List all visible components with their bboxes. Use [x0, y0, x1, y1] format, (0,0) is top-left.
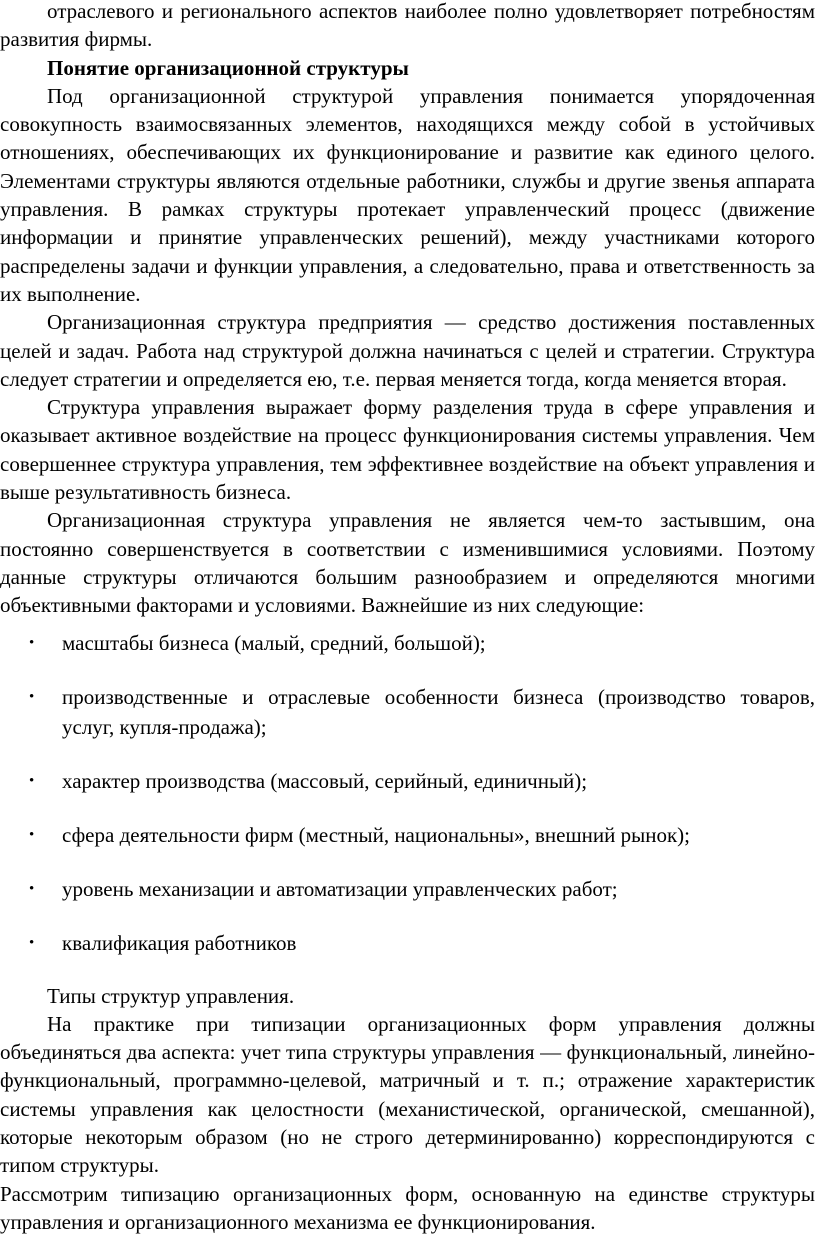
paragraph-typification: На практике при типизации организационных форм управления должны объединяться два аспекта: учет типа структуры управления — функциональный, линейно-функциональный, программно-целевой, матричный и т. п.; отражение характеристик системы управления как целостности (механистической, органической, смешанной), которые некоторым образом (но не строго детерминированно) корреспондируются с типом структуры. [0, 1011, 815, 1178]
section-heading: Понятие организационной структуры [47, 55, 409, 80]
list-item-text: сфера деятельности фирм (местный, национальны», внешний рынок); [62, 822, 690, 847]
paragraph-definition: Под организационной структурой управления понимается упорядоченная совокупность взаимосвязанных элементов, находящихся между собой в устойчивых отношениях, обеспечивающих их функционирование и развитие как единого целого. Элементами структуры являются отдельные работники, службы и другие звенья аппарата управления. В рамках структуры протекает управленческий процесс (движение информации и принятие управленческих решений), между участниками которого распределены задачи и функции управления, а следовательно, права и ответственность за их выполнение. [0, 83, 815, 306]
list-item [0, 928, 815, 958]
list-item-text: масштабы бизнеса (малый, средний, большой); [62, 630, 486, 655]
bullet-icon: • [29, 634, 35, 651]
list-item-text: уровень механизации и автоматизации управленческих работ; [62, 876, 618, 901]
list-item [0, 766, 815, 796]
list-item-text: характер производства (массовый, серийный, единичный); [62, 768, 588, 793]
bullet-icon: • [29, 880, 35, 897]
bullet-icon: • [29, 772, 35, 789]
list-item [0, 874, 815, 904]
paragraph-division-of-labor: Структура управления выражает форму разделения труда в сфере управления и оказывает активное воздействие на процесс функционирования системы управления. Чем совершеннее структура управления, тем эффективнее воздействие на объект управления и выше результативность бизнеса. [0, 395, 815, 505]
types-title: Типы структур управления. [47, 983, 295, 1008]
factors-list [0, 628, 816, 958]
list-item-text: квалификация работников [62, 930, 297, 955]
list-item-text: производственные и отраслевые особенности бизнеса (производство товаров, услуг, купля-продажа); [62, 684, 815, 739]
paragraph-conclusion: Рассмотрим типизацию организационных форм, основанную на единстве структуры управления и организационного механизма ее функционирования. [0, 1181, 815, 1234]
bullet-icon: • [29, 826, 35, 843]
list-item [0, 628, 815, 658]
list-item [0, 820, 815, 850]
paragraph-purpose: Организационная структура предприятия — средство достижения поставленных целей и задач. Работа над структурой должна начинаться с целей и стратегии. Структура следует стратегии и определяется ею, т.е. первая меняется тогда, когда меняется вторая. [0, 310, 815, 391]
bullet-icon: • [29, 688, 35, 705]
paragraph-factors-intro: Организационная структура управления не является чем-то застывшим, она постоянно совершенствуется в соответствии с изменившимися условиями. Поэтому данные структуры отличаются большим разнообразием и определяются многими объективными факторами и условиями. Важнейшие из них следующие: [0, 508, 815, 618]
bullet-icon: • [29, 934, 35, 951]
list-item [0, 682, 815, 742]
intro-paragraph: отраслевого и регионального аспектов наиболее полно удовлетворяет потребностям развития фирмы. [0, 0, 815, 52]
